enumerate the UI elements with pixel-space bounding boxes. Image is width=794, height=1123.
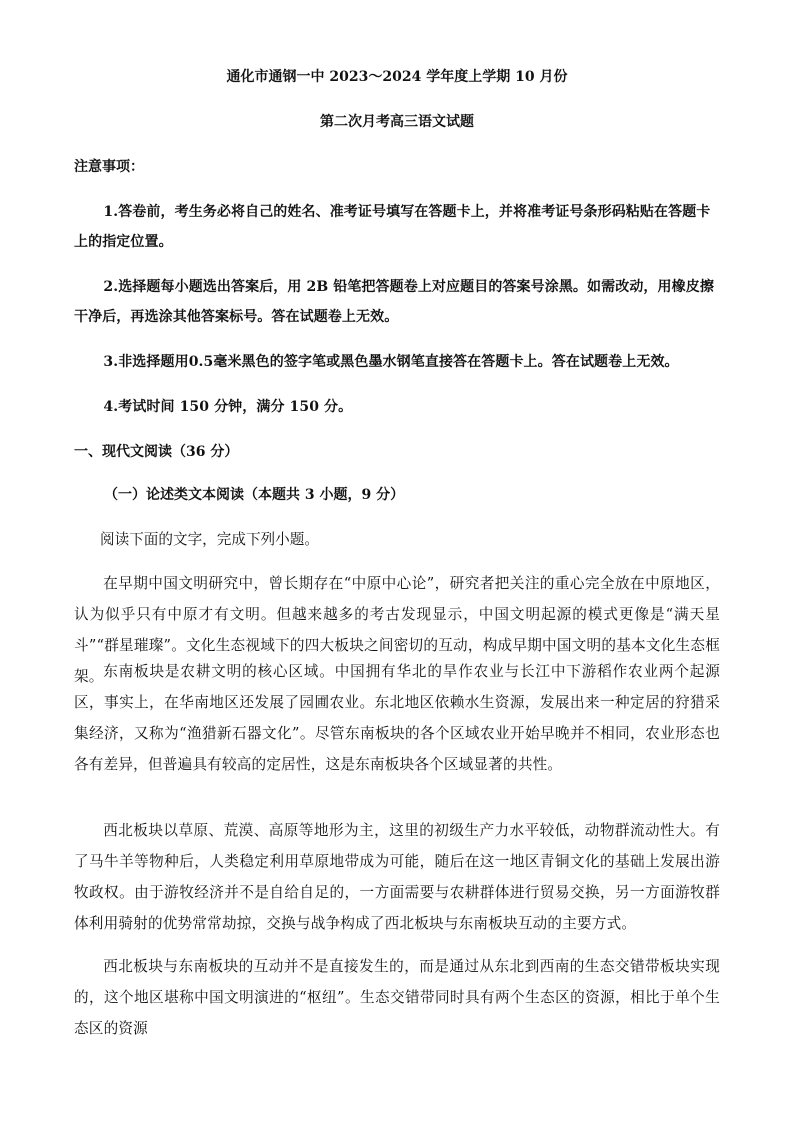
reading-instruction: 阅读下面的文字，完成下列小题。 [100, 531, 319, 548]
passage-paragraph-4: 西北板块与东南板块的互动并不是直接发生的，而是通过从东北到西南的生态交错带板块实现的，这个地区堪称中国文明演进的“枢纽”。生态交错带同时具有两个生态区的资源，相比于单个生态区的资源 [74, 958, 720, 1037]
notice-item-1: 1.答卷前，考生务必将自己的姓名、准考证号填写在答题卡上，并将准考证号条形码粘贴在答题卡上的指定位置。 [74, 204, 711, 250]
notice-item-4: 4.考试时间 150 分钟，满分 150 分。 [103, 399, 353, 415]
section-subheading: （一）论述类文本阅读（本题共 3 小题，9 分） [104, 487, 405, 503]
section-heading: 一、现代文阅读（36 分） [74, 444, 239, 460]
exam-subtitle: 第二次月考高三语文试题 [320, 114, 474, 130]
notice-heading: 注意事项： [74, 159, 144, 175]
passage-paragraph-1: 在早期中国文明研究中，曾长期存在“中原中心论”，研究者把关注的重心完全放在中原地区，认为似乎只有中原才有文明。但越来越多的考古发现显示，中国文明起源的模式更像是“满天星斗”“群星璀璨”。文化生态视域下的四大板块之间密切的互动，构成早期中国文明的基本文化生态框架。 [74, 575, 720, 685]
passage-paragraph-3: 西北板块以草原、荒漠、高原等地形为主，这里的初级生产力水平较低，动物群流动性大。有了马牛羊等物种后，人类稳定利用草原地带成为可能，随后在这一地区青铜文化的基础上发展出游牧政权。由于游牧经济并不是自给自足的，一方面需要与农耕群体进行贸易交换，另一方面游牧群体利用骑射的优势常常劫掠，交换与战争构成了西北板块与东南板块互动的主要方式。 [74, 822, 720, 932]
notice-item-3: 3.非选择题用0.5毫米黑色的签字笔或黑色墨水钢笔直接答在答题卡上。答在试题卷上无效。 [103, 354, 679, 370]
notice-item-2: 2.选择题每小题选出答案后，用 2B 铅笔把答题卷上对应题目的答案号涂黑。如需改动，用橡皮擦干净后，再选涂其他答案标号。答在试题卷上无效。 [74, 279, 714, 325]
exam-title: 通化市通钢一中 2023～2024 学年度上学期 10 月份 [226, 69, 568, 85]
passage-paragraph-2: 东南板块是农耕文明的核心区域。中国拥有华北的旱作农业与长江中下游稻作农业两个起源区，事实上，在华南地区还发展了园圃农业。东北地区依赖水生资源，发展出来一种定居的狩猎采集经济，又称为“渔猎新石器文化”。尽管东南板块的各个区域农业开始早晚并不相同，农业形态也各有差异，但普遍具有较高的定居性，这是东南板块各个区域显著的共性。 [74, 663, 720, 773]
